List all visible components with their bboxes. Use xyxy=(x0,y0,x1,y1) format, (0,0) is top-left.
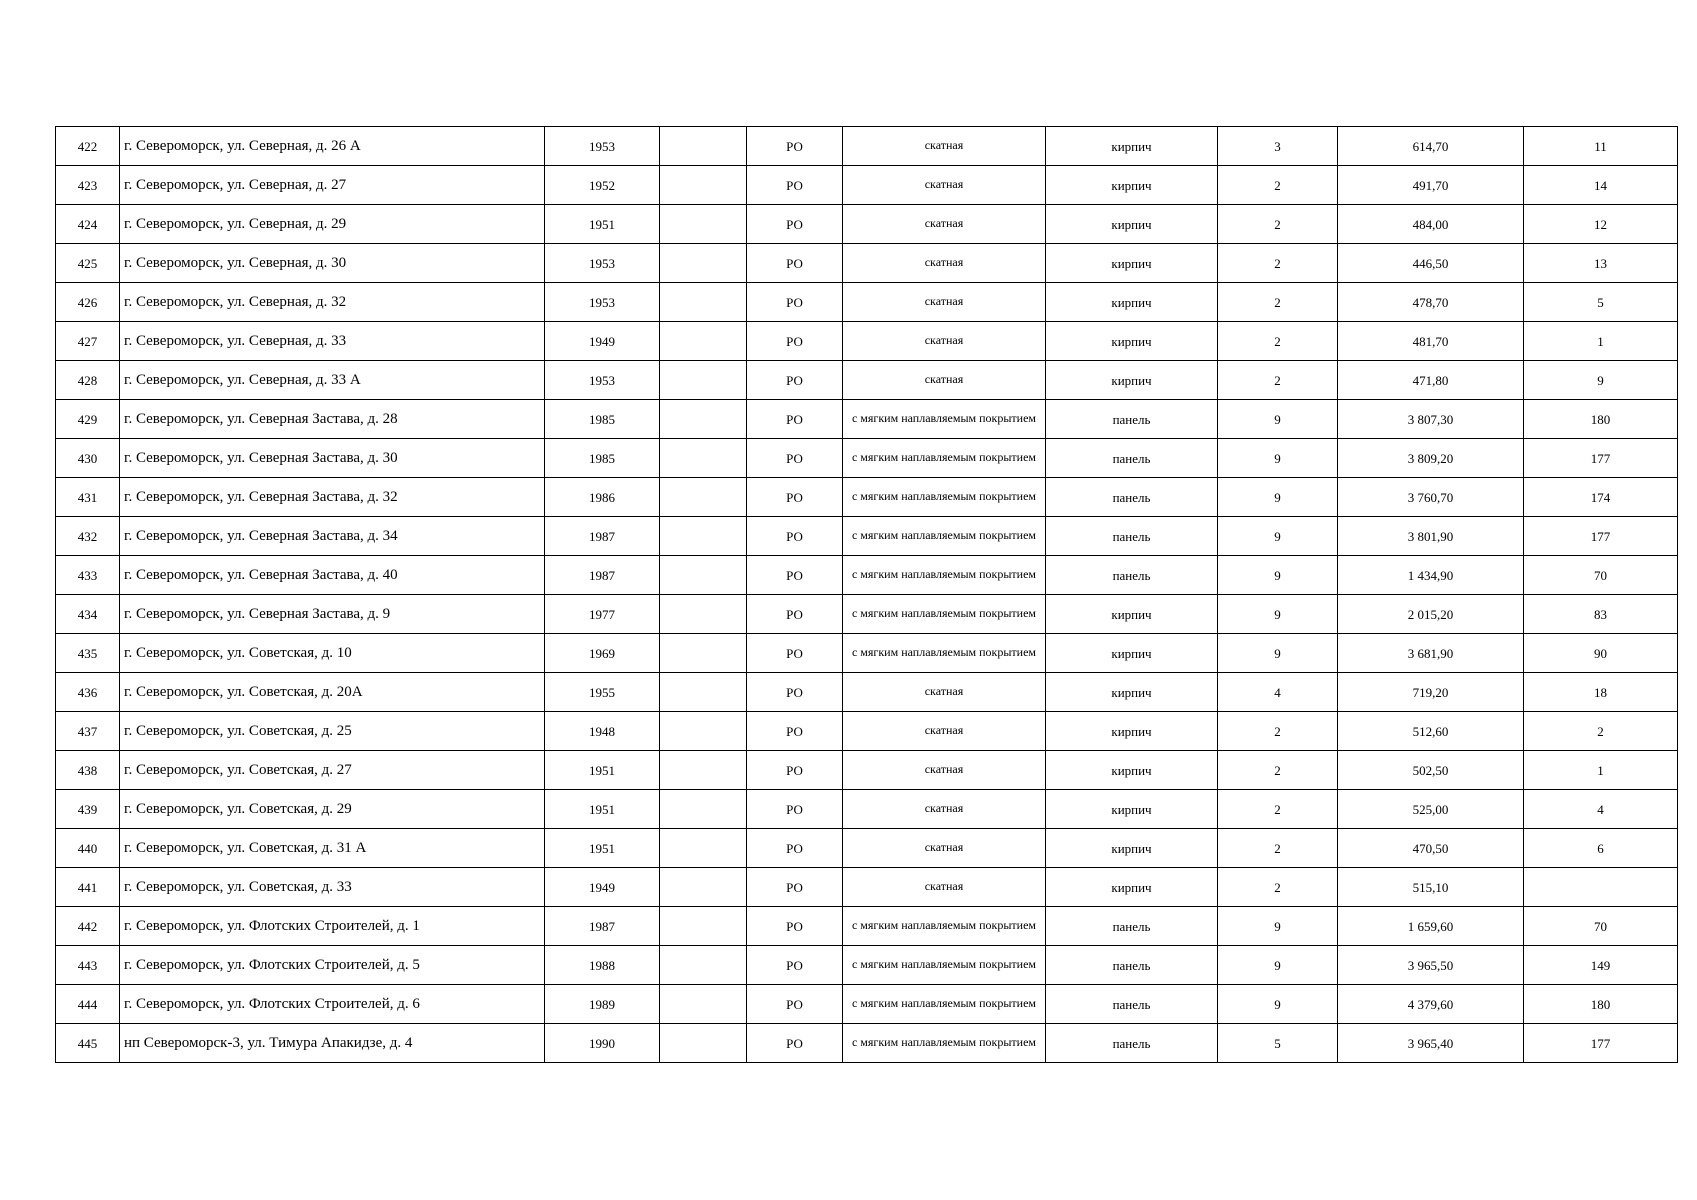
table-row xyxy=(56,829,1678,868)
cell-empty xyxy=(660,595,747,634)
cell-wall-material: кирпич xyxy=(1046,244,1218,283)
cell-wall-material: панель xyxy=(1046,907,1218,946)
cell-area: 446,50 xyxy=(1338,244,1524,283)
table-row xyxy=(56,985,1678,1024)
cell-address: г. Североморск, ул. Советская, д. 33 xyxy=(120,868,545,907)
cell-wall-material: кирпич xyxy=(1046,283,1218,322)
cell-address: г. Североморск, ул. Северная, д. 32 xyxy=(120,283,545,322)
cell-wall-material: кирпич xyxy=(1046,673,1218,712)
cell-number: 424 xyxy=(56,205,120,244)
cell-number: 427 xyxy=(56,322,120,361)
table-row xyxy=(56,712,1678,751)
cell-wall-material: кирпич xyxy=(1046,790,1218,829)
cell-wall-material: панель xyxy=(1046,478,1218,517)
cell-roof-type: скатная xyxy=(843,712,1046,751)
cell-floors: 2 xyxy=(1218,361,1338,400)
cell-residents: 18 xyxy=(1524,673,1678,712)
cell-number: 425 xyxy=(56,244,120,283)
cell-year: 1977 xyxy=(545,595,660,634)
cell-roof-type: скатная xyxy=(843,361,1046,400)
cell-area: 471,80 xyxy=(1338,361,1524,400)
cell-roof-type: скатная xyxy=(843,244,1046,283)
cell-empty xyxy=(660,751,747,790)
cell-wall-material: панель xyxy=(1046,400,1218,439)
cell-residents: 149 xyxy=(1524,946,1678,985)
cell-residents: 83 xyxy=(1524,595,1678,634)
cell-form: РО xyxy=(747,400,843,439)
cell-floors: 3 xyxy=(1218,127,1338,166)
cell-wall-material: кирпич xyxy=(1046,361,1218,400)
cell-roof-type: с мягким наплавляемым покрытием xyxy=(843,907,1046,946)
cell-roof-type: с мягким наплавляемым покрытием xyxy=(843,1024,1046,1063)
cell-year: 1949 xyxy=(545,868,660,907)
cell-number: 423 xyxy=(56,166,120,205)
cell-year: 1951 xyxy=(545,829,660,868)
cell-residents: 177 xyxy=(1524,1024,1678,1063)
cell-wall-material: панель xyxy=(1046,985,1218,1024)
cell-roof-type: скатная xyxy=(843,868,1046,907)
cell-form: РО xyxy=(747,595,843,634)
cell-address: г. Североморск, ул. Советская, д. 29 xyxy=(120,790,545,829)
cell-form: РО xyxy=(747,1024,843,1063)
cell-form: РО xyxy=(747,439,843,478)
cell-number: 434 xyxy=(56,595,120,634)
cell-wall-material: панель xyxy=(1046,1024,1218,1063)
cell-address: г. Североморск, ул. Советская, д. 25 xyxy=(120,712,545,751)
cell-number: 422 xyxy=(56,127,120,166)
table-row xyxy=(56,517,1678,556)
cell-address: г. Североморск, ул. Северная Застава, д. 30 xyxy=(120,439,545,478)
cell-residents: 6 xyxy=(1524,829,1678,868)
cell-area: 3 965,40 xyxy=(1338,1024,1524,1063)
cell-year: 1990 xyxy=(545,1024,660,1063)
cell-number: 433 xyxy=(56,556,120,595)
table-row xyxy=(56,868,1678,907)
cell-roof-type: с мягким наплавляемым покрытием xyxy=(843,595,1046,634)
cell-form: РО xyxy=(747,829,843,868)
cell-address: г. Североморск, ул. Северная, д. 33 А xyxy=(120,361,545,400)
cell-year: 1988 xyxy=(545,946,660,985)
cell-floors: 9 xyxy=(1218,556,1338,595)
cell-residents: 177 xyxy=(1524,439,1678,478)
cell-area: 1 659,60 xyxy=(1338,907,1524,946)
cell-number: 435 xyxy=(56,634,120,673)
cell-area: 3 760,70 xyxy=(1338,478,1524,517)
cell-number: 426 xyxy=(56,283,120,322)
cell-year: 1952 xyxy=(545,166,660,205)
cell-area: 484,00 xyxy=(1338,205,1524,244)
cell-wall-material: кирпич xyxy=(1046,166,1218,205)
cell-residents: 2 xyxy=(1524,712,1678,751)
cell-empty xyxy=(660,166,747,205)
table-row xyxy=(56,751,1678,790)
cell-wall-material: панель xyxy=(1046,439,1218,478)
cell-year: 1969 xyxy=(545,634,660,673)
cell-floors: 9 xyxy=(1218,478,1338,517)
cell-area: 525,00 xyxy=(1338,790,1524,829)
cell-year: 1953 xyxy=(545,244,660,283)
cell-address: г. Североморск, ул. Советская, д. 27 xyxy=(120,751,545,790)
cell-floors: 2 xyxy=(1218,829,1338,868)
cell-empty xyxy=(660,127,747,166)
cell-year: 1951 xyxy=(545,205,660,244)
cell-area: 2 015,20 xyxy=(1338,595,1524,634)
cell-roof-type: с мягким наплавляемым покрытием xyxy=(843,634,1046,673)
cell-area: 3 681,90 xyxy=(1338,634,1524,673)
cell-form: РО xyxy=(747,205,843,244)
cell-form: РО xyxy=(747,868,843,907)
cell-address: г. Североморск, ул. Северная, д. 26 А xyxy=(120,127,545,166)
cell-empty xyxy=(660,985,747,1024)
cell-empty xyxy=(660,790,747,829)
cell-floors: 2 xyxy=(1218,751,1338,790)
cell-address: г. Североморск, ул. Северная, д. 29 xyxy=(120,205,545,244)
cell-floors: 9 xyxy=(1218,517,1338,556)
cell-residents: 14 xyxy=(1524,166,1678,205)
cell-roof-type: скатная xyxy=(843,790,1046,829)
cell-address: г. Североморск, ул. Флотских Строителей, д. 5 xyxy=(120,946,545,985)
cell-roof-type: скатная xyxy=(843,166,1046,205)
cell-year: 1987 xyxy=(545,556,660,595)
cell-floors: 2 xyxy=(1218,283,1338,322)
cell-number: 432 xyxy=(56,517,120,556)
cell-residents: 90 xyxy=(1524,634,1678,673)
cell-year: 1955 xyxy=(545,673,660,712)
cell-form: РО xyxy=(747,712,843,751)
cell-address: г. Североморск, ул. Флотских Строителей, д. 1 xyxy=(120,907,545,946)
cell-area: 515,10 xyxy=(1338,868,1524,907)
cell-floors: 2 xyxy=(1218,868,1338,907)
cell-area: 3 809,20 xyxy=(1338,439,1524,478)
table-row xyxy=(56,283,1678,322)
cell-area: 478,70 xyxy=(1338,283,1524,322)
cell-address: г. Североморск, ул. Северная Застава, д. 34 xyxy=(120,517,545,556)
cell-number: 441 xyxy=(56,868,120,907)
table-row xyxy=(56,478,1678,517)
cell-wall-material: кирпич xyxy=(1046,868,1218,907)
cell-year: 1986 xyxy=(545,478,660,517)
cell-form: РО xyxy=(747,322,843,361)
cell-address: г. Североморск, ул. Северная Застава, д. 32 xyxy=(120,478,545,517)
cell-area: 3 801,90 xyxy=(1338,517,1524,556)
cell-number: 430 xyxy=(56,439,120,478)
table-row xyxy=(56,205,1678,244)
housing-registry-table xyxy=(55,126,1678,1063)
cell-floors: 9 xyxy=(1218,439,1338,478)
cell-number: 436 xyxy=(56,673,120,712)
cell-form: РО xyxy=(747,478,843,517)
table-row xyxy=(56,244,1678,283)
cell-number: 428 xyxy=(56,361,120,400)
cell-wall-material: панель xyxy=(1046,946,1218,985)
cell-residents: 70 xyxy=(1524,556,1678,595)
cell-address: г. Североморск, ул. Северная Застава, д. 40 xyxy=(120,556,545,595)
cell-number: 440 xyxy=(56,829,120,868)
cell-floors: 2 xyxy=(1218,790,1338,829)
cell-number: 429 xyxy=(56,400,120,439)
cell-year: 1989 xyxy=(545,985,660,1024)
table-row xyxy=(56,907,1678,946)
cell-empty xyxy=(660,868,747,907)
cell-roof-type: скатная xyxy=(843,322,1046,361)
cell-wall-material: кирпич xyxy=(1046,634,1218,673)
cell-form: РО xyxy=(747,166,843,205)
cell-floors: 2 xyxy=(1218,244,1338,283)
cell-empty xyxy=(660,712,747,751)
cell-number: 438 xyxy=(56,751,120,790)
cell-floors: 9 xyxy=(1218,400,1338,439)
cell-residents: 9 xyxy=(1524,361,1678,400)
cell-residents: 11 xyxy=(1524,127,1678,166)
cell-roof-type: с мягким наплавляемым покрытием xyxy=(843,946,1046,985)
cell-empty xyxy=(660,517,747,556)
cell-empty xyxy=(660,244,747,283)
cell-year: 1987 xyxy=(545,517,660,556)
cell-area: 470,50 xyxy=(1338,829,1524,868)
cell-form: РО xyxy=(747,244,843,283)
cell-number: 442 xyxy=(56,907,120,946)
cell-residents xyxy=(1524,868,1678,907)
cell-form: РО xyxy=(747,634,843,673)
cell-year: 1987 xyxy=(545,907,660,946)
cell-area: 3 965,50 xyxy=(1338,946,1524,985)
cell-empty xyxy=(660,439,747,478)
cell-empty xyxy=(660,400,747,439)
cell-empty xyxy=(660,556,747,595)
cell-number: 431 xyxy=(56,478,120,517)
cell-wall-material: кирпич xyxy=(1046,127,1218,166)
cell-number: 443 xyxy=(56,946,120,985)
cell-floors: 9 xyxy=(1218,946,1338,985)
cell-roof-type: скатная xyxy=(843,751,1046,790)
table-row xyxy=(56,673,1678,712)
table-row xyxy=(56,790,1678,829)
cell-form: РО xyxy=(747,517,843,556)
cell-address: г. Североморск, ул. Флотских Строителей, д. 6 xyxy=(120,985,545,1024)
cell-address: г. Североморск, ул. Советская, д. 20А xyxy=(120,673,545,712)
cell-residents: 1 xyxy=(1524,322,1678,361)
cell-address: г. Североморск, ул. Северная Застава, д. 28 xyxy=(120,400,545,439)
cell-form: РО xyxy=(747,751,843,790)
cell-floors: 2 xyxy=(1218,322,1338,361)
cell-floors: 5 xyxy=(1218,1024,1338,1063)
cell-wall-material: панель xyxy=(1046,517,1218,556)
cell-empty xyxy=(660,283,747,322)
table-row xyxy=(56,127,1678,166)
cell-number: 445 xyxy=(56,1024,120,1063)
cell-residents: 70 xyxy=(1524,907,1678,946)
cell-form: РО xyxy=(747,907,843,946)
cell-year: 1953 xyxy=(545,361,660,400)
cell-empty xyxy=(660,946,747,985)
cell-roof-type: скатная xyxy=(843,205,1046,244)
cell-year: 1951 xyxy=(545,790,660,829)
cell-area: 4 379,60 xyxy=(1338,985,1524,1024)
cell-empty xyxy=(660,361,747,400)
cell-year: 1953 xyxy=(545,283,660,322)
cell-residents: 13 xyxy=(1524,244,1678,283)
cell-residents: 180 xyxy=(1524,400,1678,439)
cell-residents: 12 xyxy=(1524,205,1678,244)
cell-area: 614,70 xyxy=(1338,127,1524,166)
cell-empty xyxy=(660,205,747,244)
cell-roof-type: с мягким наплавляемым покрытием xyxy=(843,517,1046,556)
table-row xyxy=(56,166,1678,205)
cell-floors: 9 xyxy=(1218,985,1338,1024)
table-row xyxy=(56,1024,1678,1063)
table-row xyxy=(56,595,1678,634)
cell-area: 502,50 xyxy=(1338,751,1524,790)
cell-empty xyxy=(660,907,747,946)
cell-roof-type: скатная xyxy=(843,829,1046,868)
table-row xyxy=(56,322,1678,361)
cell-form: РО xyxy=(747,127,843,166)
cell-address: г. Североморск, ул. Северная Застава, д. 9 xyxy=(120,595,545,634)
cell-floors: 2 xyxy=(1218,205,1338,244)
cell-address: г. Североморск, ул. Северная, д. 33 xyxy=(120,322,545,361)
cell-roof-type: с мягким наплавляемым покрытием xyxy=(843,400,1046,439)
table-body xyxy=(56,127,1678,1063)
cell-empty xyxy=(660,673,747,712)
cell-number: 444 xyxy=(56,985,120,1024)
cell-residents: 174 xyxy=(1524,478,1678,517)
cell-wall-material: кирпич xyxy=(1046,322,1218,361)
cell-form: РО xyxy=(747,556,843,595)
cell-form: РО xyxy=(747,361,843,400)
cell-residents: 1 xyxy=(1524,751,1678,790)
cell-roof-type: с мягким наплавляемым покрытием xyxy=(843,985,1046,1024)
table-row xyxy=(56,634,1678,673)
cell-floors: 2 xyxy=(1218,712,1338,751)
cell-address: г. Североморск, ул. Советская, д. 31 А xyxy=(120,829,545,868)
cell-form: РО xyxy=(747,283,843,322)
cell-residents: 180 xyxy=(1524,985,1678,1024)
cell-empty xyxy=(660,322,747,361)
cell-wall-material: кирпич xyxy=(1046,595,1218,634)
cell-address: г. Североморск, ул. Северная, д. 27 xyxy=(120,166,545,205)
cell-empty xyxy=(660,634,747,673)
cell-roof-type: скатная xyxy=(843,127,1046,166)
cell-roof-type: скатная xyxy=(843,283,1046,322)
cell-form: РО xyxy=(747,790,843,829)
cell-number: 439 xyxy=(56,790,120,829)
table-row xyxy=(56,946,1678,985)
cell-area: 719,20 xyxy=(1338,673,1524,712)
cell-area: 512,60 xyxy=(1338,712,1524,751)
cell-address: г. Североморск, ул. Северная, д. 30 xyxy=(120,244,545,283)
cell-wall-material: кирпич xyxy=(1046,829,1218,868)
cell-address: г. Североморск, ул. Советская, д. 10 xyxy=(120,634,545,673)
table-row xyxy=(56,439,1678,478)
cell-year: 1949 xyxy=(545,322,660,361)
cell-form: РО xyxy=(747,985,843,1024)
cell-year: 1985 xyxy=(545,439,660,478)
cell-roof-type: с мягким наплавляемым покрытием xyxy=(843,556,1046,595)
cell-form: РО xyxy=(747,946,843,985)
cell-wall-material: кирпич xyxy=(1046,205,1218,244)
cell-wall-material: кирпич xyxy=(1046,751,1218,790)
cell-form: РО xyxy=(747,673,843,712)
cell-empty xyxy=(660,829,747,868)
cell-area: 481,70 xyxy=(1338,322,1524,361)
cell-year: 1985 xyxy=(545,400,660,439)
cell-wall-material: кирпич xyxy=(1046,712,1218,751)
cell-area: 491,70 xyxy=(1338,166,1524,205)
cell-residents: 177 xyxy=(1524,517,1678,556)
cell-floors: 2 xyxy=(1218,166,1338,205)
cell-year: 1951 xyxy=(545,751,660,790)
cell-year: 1953 xyxy=(545,127,660,166)
cell-roof-type: с мягким наплавляемым покрытием xyxy=(843,478,1046,517)
cell-address: нп Североморск-3, ул. Тимура Апакидзе, д. 4 xyxy=(120,1024,545,1063)
cell-year: 1948 xyxy=(545,712,660,751)
cell-empty xyxy=(660,1024,747,1063)
cell-floors: 9 xyxy=(1218,634,1338,673)
cell-area: 1 434,90 xyxy=(1338,556,1524,595)
cell-roof-type: скатная xyxy=(843,673,1046,712)
cell-residents: 5 xyxy=(1524,283,1678,322)
cell-number: 437 xyxy=(56,712,120,751)
cell-floors: 9 xyxy=(1218,595,1338,634)
cell-roof-type: с мягким наплавляемым покрытием xyxy=(843,439,1046,478)
table-row xyxy=(56,361,1678,400)
cell-area: 3 807,30 xyxy=(1338,400,1524,439)
table-row xyxy=(56,400,1678,439)
cell-empty xyxy=(660,478,747,517)
cell-residents: 4 xyxy=(1524,790,1678,829)
cell-wall-material: панель xyxy=(1046,556,1218,595)
cell-floors: 4 xyxy=(1218,673,1338,712)
table-row xyxy=(56,556,1678,595)
cell-floors: 9 xyxy=(1218,907,1338,946)
